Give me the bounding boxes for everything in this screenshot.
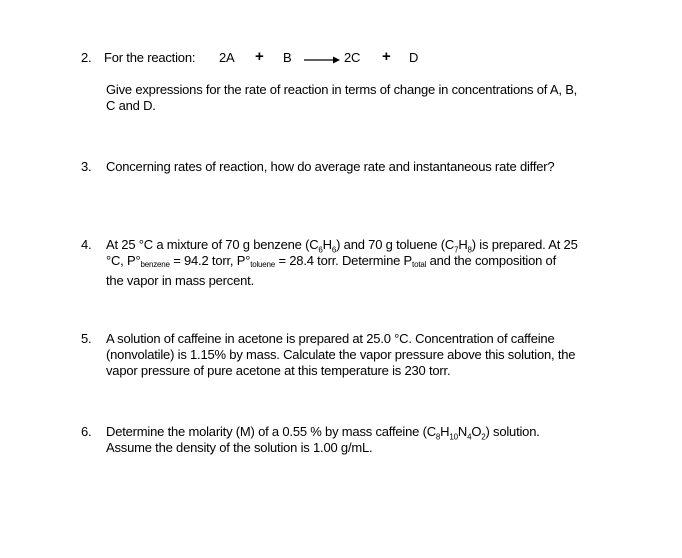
product-d: D <box>409 50 419 65</box>
plus-sign: + <box>382 48 391 65</box>
text-line: C and D. <box>106 98 156 113</box>
text-line: Determine the molarity (M) of a 0.55 % by mass caffeine $(C_8H_{10}N_4O_2)$ solution. <box>106 424 540 442</box>
question-text <box>106 331 616 379</box>
question-number: 4. <box>81 237 92 252</box>
plus-sign: + <box>255 48 264 65</box>
question-number: 2. <box>81 50 92 65</box>
reaction-lead: For the reaction: <box>104 50 196 65</box>
text-line: vapor pressure of pure acetone at this temperature is 230 torr. <box>106 363 451 378</box>
question-number: 3. <box>81 159 92 174</box>
text-line: At 25 °C a mixture of 70 g benzene $(C_6H_6)$ and 70 g toluene $(C_7H_8)$ is prepared. At 25 <box>106 237 578 255</box>
reactant-a: 2A <box>219 50 235 65</box>
text-line: (nonvolatile) is 1.15% by mass. Calculate the vapor pressure above this solution, the <box>106 347 576 362</box>
reaction-equation <box>104 50 504 66</box>
question-text <box>106 82 616 114</box>
product-c: 2C <box>344 50 361 65</box>
question-number: 5. <box>81 331 92 346</box>
text-line: Give expressions for the rate of reaction in terms of change in concentrations of A, B, <box>106 82 578 97</box>
text-line: °C, P°benzene = 94.2 torr, P°toluene = 28.4 torr. Determine Ptotal and the composition of <box>106 253 556 269</box>
question-text <box>106 237 616 289</box>
question-text <box>106 424 616 456</box>
text-line: A solution of caffeine in acetone is prepared at 25.0 °C. Concentration of caffeine <box>106 331 555 346</box>
text-line: Assume the density of the solution is 1.00 g/mL. <box>106 440 373 455</box>
text-line: Concerning rates of reaction, how do average rate and instantaneous rate differ? <box>106 159 555 174</box>
reactant-b: B <box>283 50 292 65</box>
question-number: 6. <box>81 424 92 439</box>
question-text <box>106 159 616 175</box>
reaction-arrow-icon <box>304 53 340 68</box>
text-line: the vapor in mass percent. <box>106 273 254 288</box>
